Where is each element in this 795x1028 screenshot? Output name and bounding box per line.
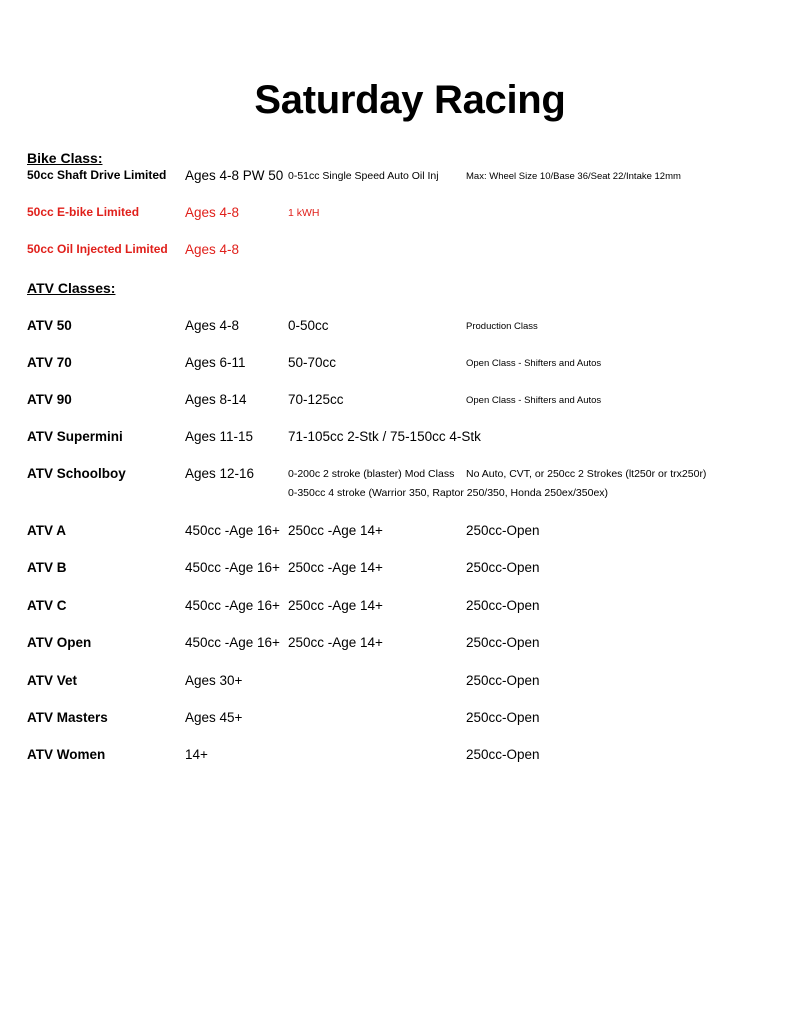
class-age: Ages 30+ xyxy=(185,673,243,688)
class-name: 50cc Oil Injected Limited xyxy=(27,242,168,256)
class-age: Ages 4-8 xyxy=(185,318,240,333)
class-age: Ages 8-14 xyxy=(185,392,247,407)
class-age: 450cc -Age 16+ xyxy=(185,598,280,613)
table-row xyxy=(0,747,795,769)
class-cc: 250cc -Age 14+ xyxy=(288,635,383,650)
table-row xyxy=(0,205,795,227)
class-cc: 1 kWH xyxy=(288,207,320,219)
class-name: ATV Supermini xyxy=(27,429,123,444)
class-age: 450cc -Age 16+ xyxy=(185,635,280,650)
class-age: Ages 4-8 PW 50 xyxy=(185,168,284,183)
class-note: Open Class - Shifters and Autos xyxy=(466,358,602,369)
class-cc: 0-51cc Single Speed Auto Oil Inj xyxy=(288,170,439,182)
class-name: 50cc E-bike Limited xyxy=(27,205,140,219)
class-name: ATV A xyxy=(27,523,66,538)
class-name: ATV Masters xyxy=(27,710,108,725)
class-note: 250cc-Open xyxy=(466,635,540,650)
class-name: ATV B xyxy=(27,560,67,575)
class-name: ATV 70 xyxy=(27,355,72,370)
class-cc: 0-200c 2 stroke (blaster) Mod Class xyxy=(288,468,455,480)
class-cc: 70-125cc xyxy=(288,392,344,407)
class-name: ATV Women xyxy=(27,747,106,762)
class-age: 450cc -Age 16+ xyxy=(185,560,280,575)
page-title: Saturday Racing xyxy=(254,78,566,122)
class-name: ATV 90 xyxy=(27,392,72,407)
table-row xyxy=(0,673,795,695)
class-age: Ages 6-11 xyxy=(185,355,246,370)
class-note: 250cc-Open xyxy=(466,560,540,575)
class-name: ATV C xyxy=(27,598,67,613)
class-name: ATV Vet xyxy=(27,673,78,688)
class-note: No Auto, CVT, or 250cc 2 Strokes (lt250r or trx250r) xyxy=(466,468,707,480)
table-row xyxy=(0,523,795,545)
bike-class-heading: Bike Class: xyxy=(27,150,103,166)
class-note: Production Class xyxy=(466,321,538,332)
class-age: Ages 45+ xyxy=(185,710,243,725)
class-age: Ages 12-16 xyxy=(185,466,255,481)
schoolboy-sub-note: 0-350cc 4 stroke (Warrior 350, Raptor 250/350, Honda 250ex/350ex) xyxy=(288,487,609,499)
class-note: Open Class - Shifters and Autos xyxy=(466,395,602,406)
class-name: ATV 50 xyxy=(27,318,72,333)
class-cc: 71-105cc 2-Stk / 75-150cc 4-Stk xyxy=(288,429,481,444)
class-note: 250cc-Open xyxy=(466,673,540,688)
class-name: ATV Open xyxy=(27,635,92,650)
class-age: 14+ xyxy=(185,747,208,762)
class-note: 250cc-Open xyxy=(466,710,540,725)
table-row xyxy=(0,392,795,414)
class-cc: 250cc -Age 14+ xyxy=(288,523,383,538)
table-row xyxy=(0,318,795,340)
class-cc: 250cc -Age 14+ xyxy=(288,560,383,575)
class-age: Ages 11-15 xyxy=(185,429,254,444)
class-cc: 0-50cc xyxy=(288,318,329,333)
table-row xyxy=(0,355,795,377)
class-age: Ages 4-8 xyxy=(185,205,240,220)
class-name: ATV Schoolboy xyxy=(27,466,126,481)
table-row xyxy=(0,242,795,264)
class-age: 450cc -Age 16+ xyxy=(185,523,280,538)
class-note: 250cc-Open xyxy=(466,598,540,613)
table-row xyxy=(0,168,795,190)
table-row xyxy=(0,710,795,732)
atv-classes-heading: ATV Classes: xyxy=(27,280,116,296)
class-age: Ages 4-8 xyxy=(185,242,240,257)
class-cc: 50-70cc xyxy=(288,355,337,370)
table-row xyxy=(0,466,795,488)
class-name: 50cc Shaft Drive Limited xyxy=(27,168,167,182)
table-row xyxy=(0,560,795,582)
table-row xyxy=(0,429,795,451)
class-note: 250cc-Open xyxy=(466,747,540,762)
table-row xyxy=(0,635,795,657)
class-cc: 250cc -Age 14+ xyxy=(288,598,383,613)
class-note: 250cc-Open xyxy=(466,523,540,538)
table-row xyxy=(0,598,795,620)
class-note: Max: Wheel Size 10/Base 36/Seat 22/Intake 12mm xyxy=(466,171,681,182)
